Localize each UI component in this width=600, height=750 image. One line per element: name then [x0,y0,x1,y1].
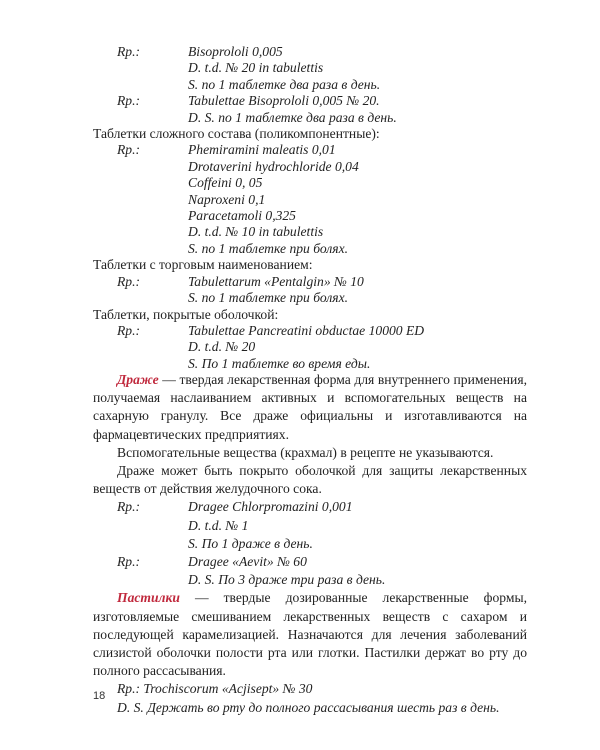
prescription-text: D. t.d. № 20 in tabulettis [188,60,324,76]
dragee-pastille-section [93,371,527,717]
prescription-line [93,274,527,290]
prescription-line [93,142,527,158]
prescription-text: S. По 1 таблетке во время еды. [188,355,371,371]
prescription-text: Dragee «Aevit» № 60 [188,554,307,570]
rp-label: Rp.: [117,499,141,515]
prescription-text: Drotaverini hydrochloride 0,04 [188,158,359,174]
rp-label: Rp.: [117,273,141,289]
prescription-line [93,535,527,553]
paragraph: Вспомогательные вещества (крахмал) в рецепте не указываются. [117,444,494,460]
prescription-line [93,356,527,372]
prescription-pastilles: Rp.: Trochiscorum «Aсjisept» № 30 [117,681,313,697]
section-heading: Таблетки сложного состава (поликомпонентные): [93,126,380,142]
prescription-line [93,192,527,208]
prescription-text: S. по 1 таблетке два раза в день. [188,76,381,92]
prescription-line [93,571,527,589]
section-heading: Таблетки с торговым наименованием: [93,257,313,273]
prescription-signature: D. S. Держать во рту до полного рассасывания шесть раз в день. [117,699,500,715]
prescription-text: D. t.d. № 1 [188,517,249,533]
paragraph: Драже может быть покрыто оболочкой для защиты лекарственных веществ от действия желудочного сока. [93,463,527,497]
prescription-line [93,241,527,257]
prescription-line [93,159,527,175]
prescription-dragee-1 [93,498,527,553]
pastille-definition [93,589,527,680]
term-dragee: Драже [117,372,159,387]
prescription-text: D. S. по 1 таблетке два раза в день. [188,109,397,125]
rp-label: Rp.: [117,93,141,109]
prescription-text: Paracetamoli 0,325 [188,208,296,224]
prescription-line [93,208,527,224]
prescription-line [93,290,527,306]
dragee-definition [93,371,527,444]
dragee-definition-text: — твердая лекарственная форма для внутреннего применения, получаемая наслаиванием активных и вспомогательных веществ на сахарную гранулу. Все драже официальны и изготавливаются на фармацевтических предприятиях. [93,372,527,442]
prescription-line [93,175,527,191]
prescription-text: D. S. По 3 драже три раза в день. [188,572,386,588]
prescription-line [93,60,527,76]
prescription-text: Tabulettae Pancreatini obductae 10000 ED [188,322,425,338]
prescription-text: Naproxeni 0,1 [188,191,266,207]
prescription-line [93,517,527,535]
rp-label: Rp.: [117,554,141,570]
prescription-text: S. по 1 таблетке при болях. [188,240,349,256]
prescription-line [93,110,527,126]
prescription-text: Coffeini 0, 05 [188,175,263,191]
tablet-prescriptions [93,44,527,372]
rp-label: Rp.: [117,44,141,59]
term-pastilles: Пастилки [117,590,180,606]
rp-label: Rp.: [117,322,141,338]
prescription-line [93,498,527,516]
prescription-line [93,339,527,355]
prescription-line [93,323,527,339]
pastille-definition-text: — твердые дозированные лекарственные формы, изготовляемые смешиванием лекарственных веществ с сахаром и последующей карамелизацией. Назначаются для лечения заболеваний слизистой оболочки полости рта или глотки. Пастилки держат во рту до полного рассасывания. [93,590,527,679]
prescription-text: Dragee Chlorpromazini 0,001 [188,499,353,515]
prescription-text: S. по 1 таблетке при болях. [188,290,349,306]
prescription-text: Tabulettae Bisoprololi 0,005 № 20. [188,93,380,109]
rp-label: Rp.: [117,142,141,158]
prescription-dragee-2 [93,553,527,589]
prescription-line [93,77,527,93]
prescription-line [93,553,527,571]
prescription-text: D. t.d. № 10 in tabulettis [188,224,324,240]
prescription-line [93,44,527,60]
page-number: 18 [93,690,106,702]
prescription-text: S. По 1 драже в день. [188,535,313,551]
section-heading: Таблетки, покрытые оболочкой: [93,306,279,322]
prescription-text: D. t.d. № 20 [188,339,256,355]
prescription-text: Tabulettarum «Pentalgin» № 10 [188,273,364,289]
prescription-text: Bisoprololi 0,005 [188,44,283,59]
prescription-line [93,93,527,109]
prescription-text: Phemiramini maleatis 0,01 [188,142,336,158]
prescription-line [93,224,527,240]
